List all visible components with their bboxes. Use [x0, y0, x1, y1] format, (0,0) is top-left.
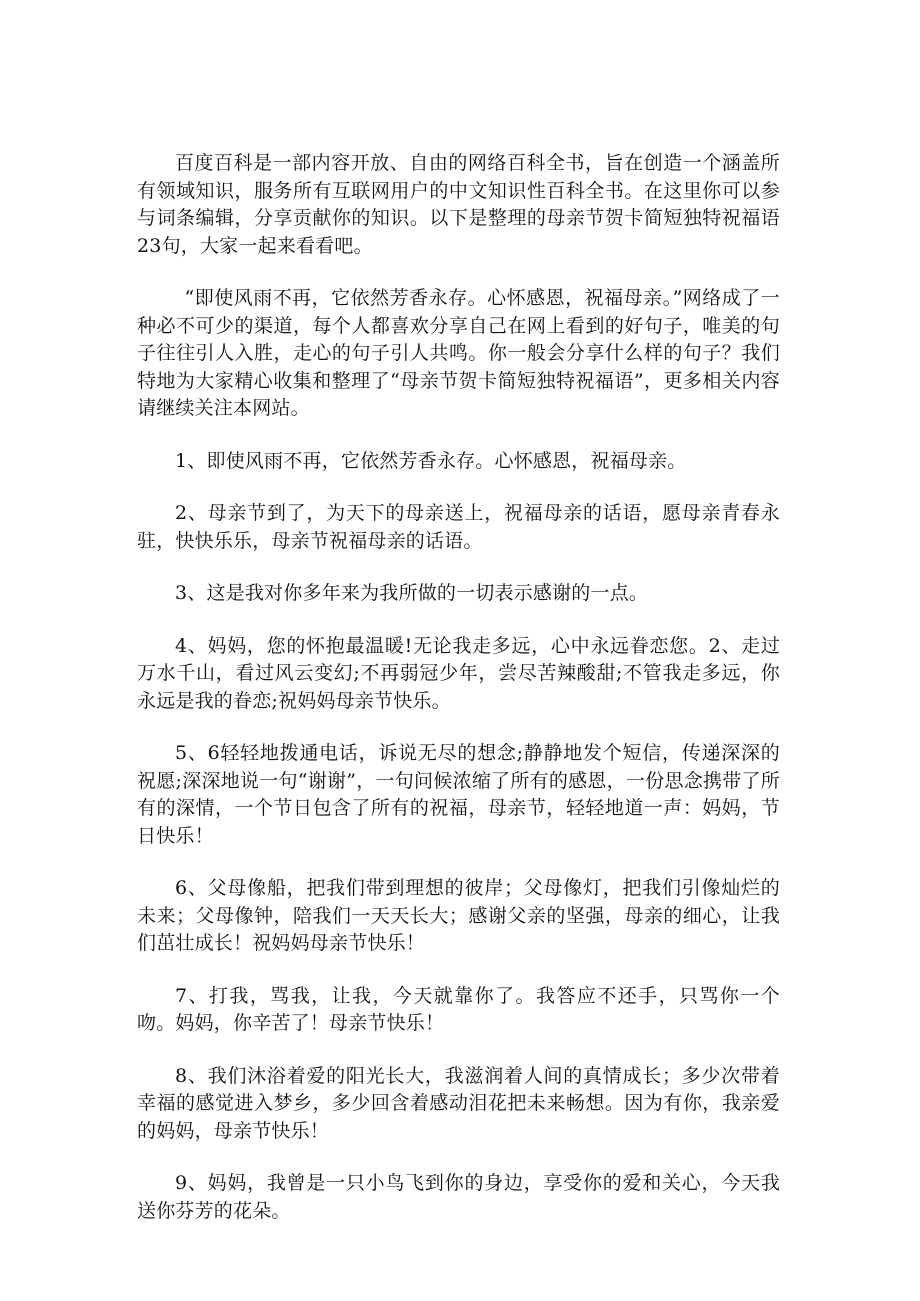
quote-paragraph: “即使风雨不再，它依然芳香永存。心怀感恩，祝福母亲。”网络成了一种必不可少的渠道，每个人都喜欢分享自己在网上看到的好句子，唯美的句子往往引人入胜，走心的句子引人共鸣。你一般会分享什么样的句子？我们特地为大家精心收集和整理了“母亲节贺卡简短独特祝福语”，更多相关内容请继续关注本网站。 — [137, 287, 780, 419]
list-item: 4、妈妈，您的怀抱最温暖!无论我走多远，心中永远眷恋您。2、走过万水千山，看过风云变幻;不再弱冠少年，尝尽苦辣酸甜;不管我走多远，你永远是我的眷恋;祝妈妈母亲节快乐。 — [137, 634, 780, 712]
list-item: 2、母亲节到了，为天下的母亲送上，祝福母亲的话语，愿母亲青春永驻，快快乐乐，母亲节祝福母亲的话语。 — [137, 502, 780, 552]
document-body — [137, 150, 780, 1250]
list-item: 3、这是我对你多年来为我所做的一切表示感谢的一点。 — [175, 582, 649, 604]
list-item: 1、即使风雨不再，它依然芳香永存。心怀感恩，祝福母亲。 — [175, 449, 687, 472]
list-item: 9、妈妈，我曾是一只小鸟飞到你的身边，享受你的爱和关心，今天我送你芬芳的花朵。 — [137, 1172, 780, 1222]
list-item: 8、我们沐浴着爱的阳光长大，我滋润着人间的真情成长；多少次带着幸福的感觉进入梦乡，多少回含着感动泪花把未来畅想。因为有你，我亲爱的妈妈，母亲节快乐！ — [137, 1064, 780, 1142]
intro-paragraph: 百度百科是一部内容开放、自由的网络百科全书，旨在创造一个涵盖所有领域知识，服务所有互联网用户的中文知识性百科全书。在这里你可以参与词条编辑，分享贡献你的知识。以下是整理的母亲节贺卡简短独特祝福语23句，大家一起来看看吧。 — [137, 152, 780, 257]
list-item: 6、父母像船，把我们带到理想的彼岸；父母像灯，把我们引像灿烂的未来；父母像钟，陪我们一天天长大；感谢父亲的坚强，母亲的细心，让我们茁壮成长！祝妈妈母亲节快乐！ — [137, 877, 780, 954]
list-item: 7、打我，骂我，让我，今天就靠你了。我答应不还手，只骂你一个吻。妈妈，你辛苦了！母亲节快乐！ — [137, 984, 780, 1034]
list-item: 5、6轻轻地拨通电话，诉说无尽的想念;静静地发个短信，传递深深的祝愿;深深地说一句“谢谢”，一句问候浓缩了所有的感恩，一份思念携带了所有的深情，一个节日包含了所有的祝福，母亲节，轻轻地道一声：妈妈，节日快乐！ — [137, 742, 780, 847]
